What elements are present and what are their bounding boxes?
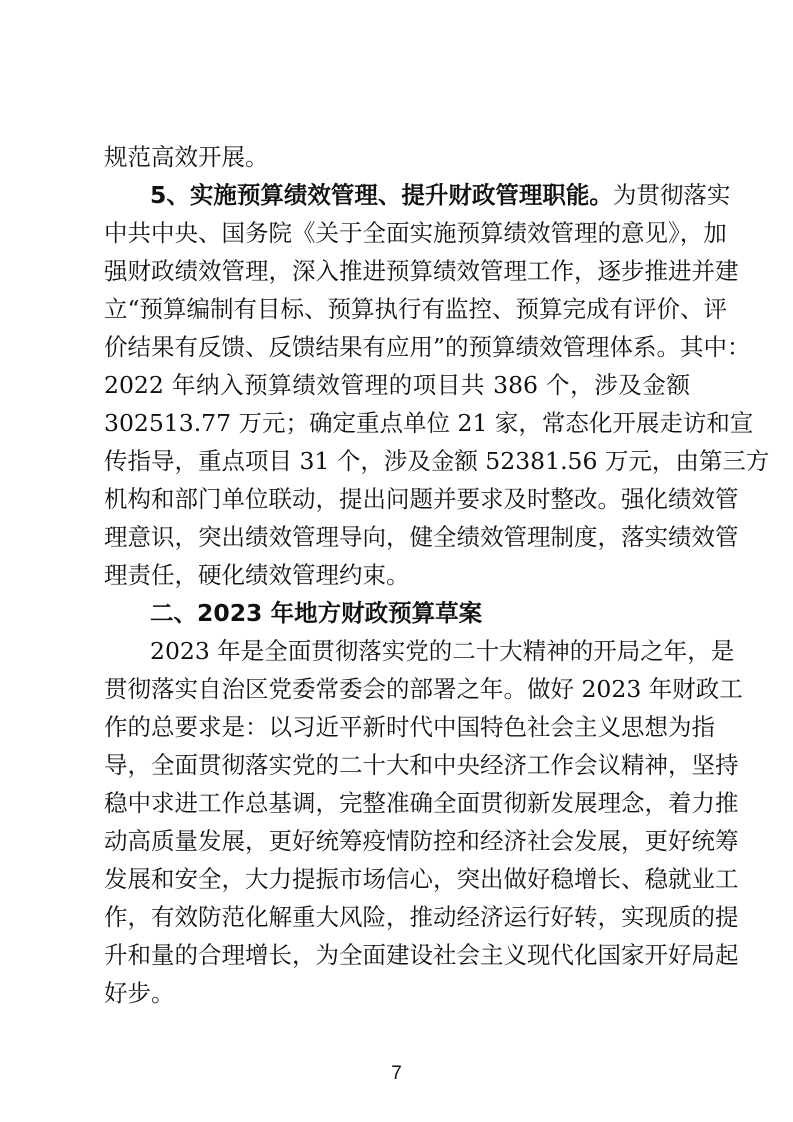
paragraph-line: 升和量的合理增长，为全面建设社会主义现代化国家开好局起: [104, 941, 739, 969]
paragraph-line: 传指导，重点项目 31 个，涉及金额 52381.56 万元，由第三方: [104, 447, 770, 475]
paragraph-line: 理责任，硬化绩效管理约束。: [104, 561, 410, 589]
paragraph-line: 好步。: [104, 979, 175, 1007]
paragraph-text: 为贯彻落实: [612, 181, 731, 209]
paragraph-line: 价结果有反馈、反馈结果有应用”的预算绩效管理体系。其中：: [104, 333, 751, 361]
paragraph-line: 贯彻落实自治区党委常委会的部署之年。做好 2023 年财政工: [104, 675, 743, 703]
page-number: 7: [391, 1063, 402, 1084]
section-lead-bold: 5、实施预算绩效管理、提升财政管理职能。: [150, 181, 613, 209]
paragraph-line: 规范高效开展。: [104, 143, 269, 171]
paragraph-line: [150, 175, 731, 215]
paragraph-line: 机构和部门单位联动，提出问题并要求及时整改。强化绩效管: [104, 485, 739, 513]
paragraph-line: 2023 年是全面贯彻落实党的二十大精神的开局之年，是: [150, 637, 735, 665]
paragraph-line: 302513.77 万元；确定重点单位 21 家，常态化开展走访和宣: [104, 409, 754, 437]
paragraph-line: 中共中央、国务院《关于全面实施预算绩效管理的意见》，加: [104, 219, 727, 247]
paragraph-line: 稳中求进工作总基调，完整准确全面贯彻新发展理念，着力推: [104, 789, 739, 817]
paragraph-line: 作的总要求是：以习近平新时代中国特色社会主义思想为指: [104, 713, 715, 741]
paragraph-line: 作，有效防范化解重大风险，推动经济运行好转，实现质的提: [104, 903, 739, 931]
paragraph-line: 理意识，突出绩效管理导向，健全绩效管理制度，落实绩效管: [104, 523, 739, 551]
paragraph-line: 发展和安全，大力提振市场信心，突出做好稳增长、稳就业工: [104, 865, 739, 893]
paragraph-line: 立“预算编制有目标、预算执行有监控、预算完成有评价、评: [104, 295, 728, 323]
paragraph-line: 导，全面贯彻落实党的二十大和中央经济工作会议精神，坚持: [104, 751, 739, 779]
section-heading: 二、2023 年地方财政预算草案: [150, 599, 483, 627]
paragraph-line: 动高质量发展，更好统筹疫情防控和经济社会发展，更好统筹: [104, 827, 739, 855]
paragraph-line: 强财政绩效管理，深入推进预算绩效管理工作，逐步推进并建: [104, 257, 739, 285]
paragraph-line: 2022 年纳入预算绩效管理的项目共 386 个，涉及金额: [104, 371, 690, 399]
